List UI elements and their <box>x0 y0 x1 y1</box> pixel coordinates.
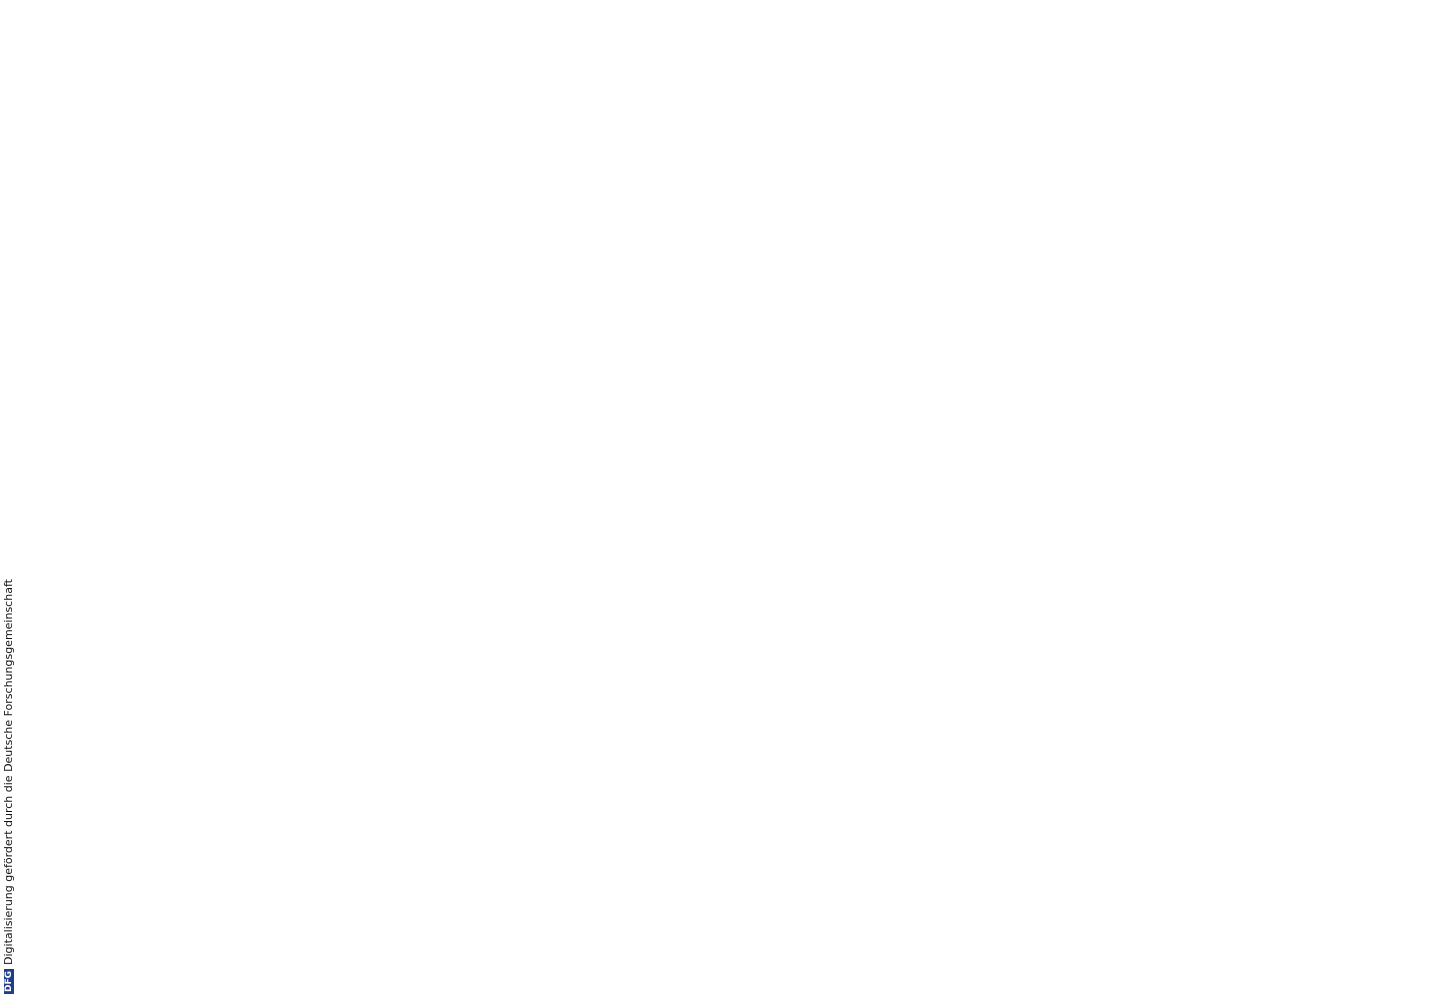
dfg-logo: DFG <box>3 970 14 992</box>
digitization-credit: Digitalisierung gefördert durch die Deutsche Forschungsgemeinschaft <box>2 579 15 965</box>
